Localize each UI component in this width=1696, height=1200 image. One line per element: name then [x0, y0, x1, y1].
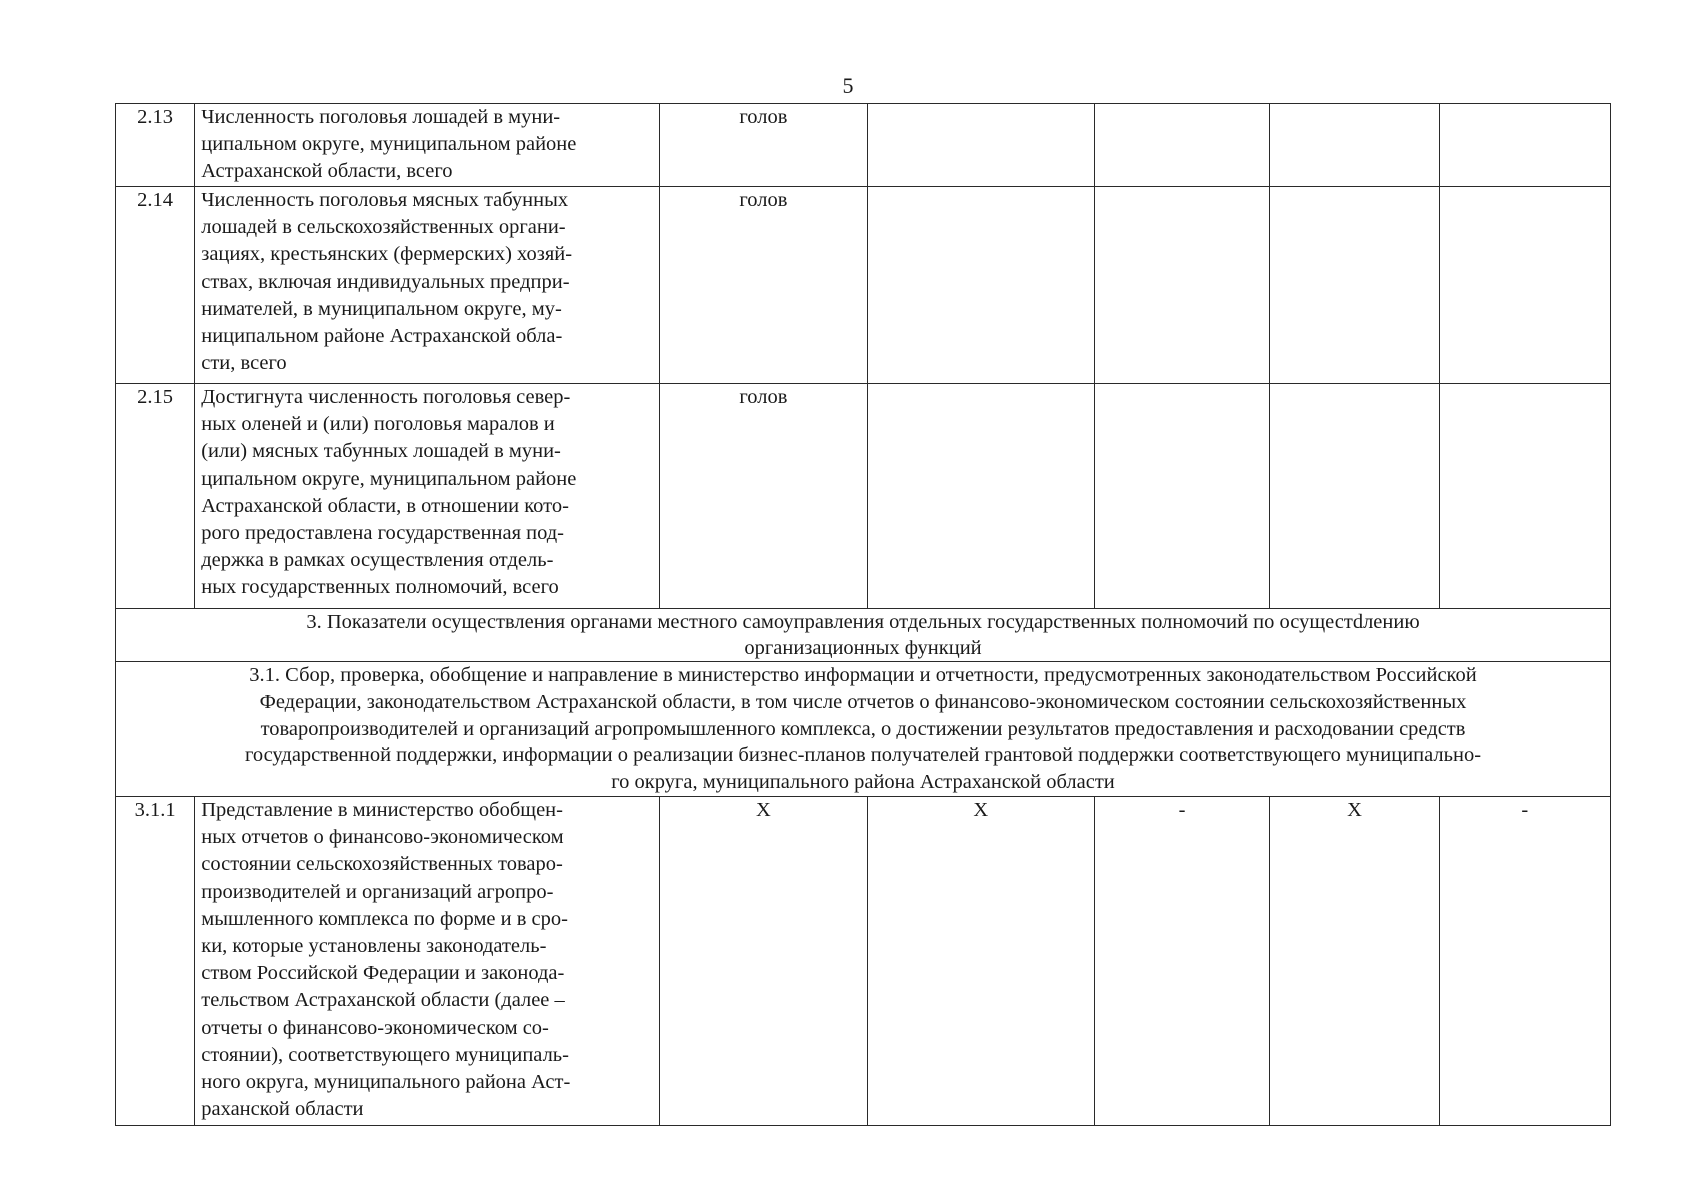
value-cell — [867, 187, 1094, 384]
mark-cell: - — [1439, 796, 1610, 1125]
section-heading-row — [116, 609, 1611, 662]
value-cell — [1439, 104, 1610, 187]
section-heading — [116, 609, 1611, 662]
mark-cell: X — [867, 796, 1094, 1125]
unit-cell: голов — [660, 104, 868, 187]
indicator-text-content: Численность поголовья лошадей в муни- ципальном округе, муниципальном районе Астраханской области, всего — [201, 106, 577, 183]
value-cell — [1094, 187, 1270, 384]
value-cell — [1270, 187, 1439, 384]
value-cell — [1270, 104, 1439, 187]
page-number: 5 — [842, 73, 854, 98]
mark-cell: X — [1270, 796, 1439, 1125]
indicator-text — [195, 104, 660, 187]
table-row — [116, 187, 1611, 384]
unit-cell: голов — [660, 187, 868, 384]
row-number: 2.13 — [116, 104, 195, 187]
row-number: 2.15 — [116, 384, 195, 609]
value-cell — [1439, 384, 1610, 609]
table-row — [116, 796, 1611, 1125]
indicators-table — [115, 103, 1611, 1126]
value-cell — [1439, 187, 1610, 384]
value-cell — [867, 384, 1094, 609]
table-row — [116, 384, 1611, 609]
indicator-text — [195, 384, 660, 609]
row-number: 2.14 — [116, 187, 195, 384]
unit-cell: голов — [660, 384, 868, 609]
indicator-text-content: Численность поголовья мясных табунных лошадей в сельскохозяйственных органи- зациях, крестьянских (фермерских) хозяй- ствах, включая индивидуальных предпри- нимателей, в муниципальном округе, му- ниципальном районе Астраханской обла- сти, всего — [201, 189, 573, 375]
section-heading-text: 3. Показатели осуществления органами местного самоуправления отдельных государственных полномочий по осущестdлению организационных функций — [306, 611, 1420, 659]
value-cell — [1094, 104, 1270, 187]
value-cell — [867, 104, 1094, 187]
row-number: 3.1.1 — [116, 796, 195, 1125]
table-row — [116, 104, 1611, 187]
mark-cell: X — [660, 796, 868, 1125]
indicator-text — [195, 796, 660, 1125]
subsection-heading-row — [116, 662, 1611, 797]
value-cell — [1094, 384, 1270, 609]
value-cell — [1270, 384, 1439, 609]
mark-cell: - — [1094, 796, 1270, 1125]
subsection-heading — [116, 662, 1611, 797]
indicator-text-content: Представление в министерство обобщен- ных отчетов о финансово-экономическом состоянии сельскохозяйственных товаро- производителей и организаций агропро- мышленного комплекса по форме и в сро- ки, которые установлены законодатель- ством Российской Федерации и законода- тельством Астраханской области (далее – отчеты о финансово-экономическом со- стоянии), соответствующего муниципаль- ного округа, муниципального района Аст- раханской области — [201, 798, 571, 1121]
subsection-heading-text: 3.1. Сбор, проверка, обобщение и направление в министерство информации и отчетности, предусмотренных законодательством Российской Федерации, законодательством Астраханской области, в том числе отчетов о финансово-экономическом состоянии сельскохозяйственных товаропроизводителей и организаций агропромышленного комплекса, о достижении результатов предоставления и расходовании средств государственной поддержки, информации о реализации бизнес-планов получателей грантовой поддержки соответствующего муниципально- го округа, муниципального района Астраханской области — [244, 664, 1482, 794]
indicator-text — [195, 187, 660, 384]
indicator-text-content: Достигнута численность поголовья север- ных оленей и (или) поголовья маралов и (или) мясных табунных лошадей в муни- ципальном округе, муниципальном районе Астраханской области, в отношении кото- рого предоставлена государственная под- держка в рамках осуществления отдель- ных государственных полномочий, всего — [201, 386, 577, 599]
